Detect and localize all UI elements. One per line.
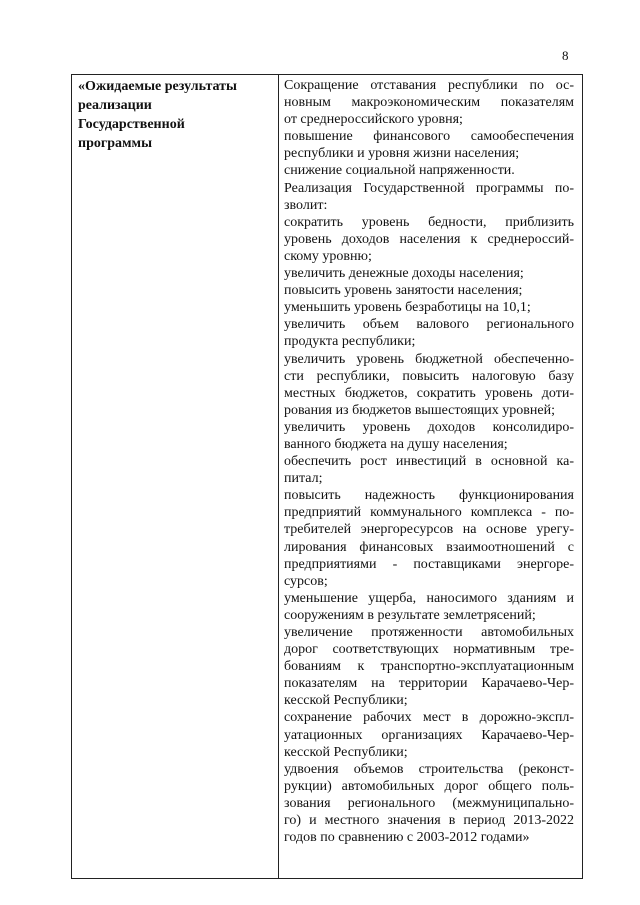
text-line: местных бюджетов, сократить уровень доти-: [284, 385, 574, 401]
text-line: питал;: [284, 471, 323, 487]
text-line: увеличить уровень бюджетной обеспеченно-: [284, 351, 574, 367]
text-line: республики и уровня жизни населения;: [284, 146, 520, 162]
text-line: сооружениям в результате землетрясений;: [284, 607, 536, 623]
heading-line: реализации: [78, 98, 152, 113]
expected-results-cell: [284, 77, 574, 846]
text-line: повысить надежность функционирования: [284, 488, 574, 504]
text-line: повышение финансового самообеспечения: [284, 129, 574, 145]
heading-line: «Ожидаемые результаты: [78, 79, 237, 94]
heading-line: Государственной: [78, 117, 185, 132]
text-line: обеспечить рост инвестиций в основной ка-: [284, 454, 574, 470]
text-line: требителей энергоресурсов на основе урегу-: [284, 522, 574, 538]
text-line: увеличить денежные доходы населения;: [284, 266, 524, 282]
text-line: бованиям к транспортно-эксплуатационным: [284, 659, 574, 675]
text-line: увеличить объем валового регионального: [284, 317, 574, 333]
text-line: уровень доходов населения к среднероссий-: [284, 231, 574, 247]
column-divider: [278, 75, 279, 878]
text-line: зования регионального (межмуниципально-: [284, 795, 574, 811]
text-line: го) и местного значения в период 2013-2022: [284, 813, 574, 829]
text-line: сохранение рабочих мест в дорожно-экспл-: [284, 710, 574, 726]
text-line: Реализация Государственной программы по-: [284, 180, 574, 196]
text-line: зволит:: [284, 197, 328, 213]
text-line: годов по сравнению с 2003-2012 годами»: [284, 830, 530, 846]
text-line: ванного бюджета на душу населения;: [284, 436, 508, 452]
text-line: Сокращение отставания республики по ос-: [284, 78, 574, 93]
text-line: сурсов;: [284, 573, 328, 589]
text-line: сократить уровень бедности, приблизить: [284, 214, 574, 230]
text-line: показателям на территории Карачаево-Чер-: [284, 676, 574, 692]
text-line: уатационных организациях Карачаево-Чер-: [284, 727, 574, 743]
text-line: предприятиями - поставщиками энергоре-: [284, 556, 574, 572]
text-line: скому уровню;: [284, 248, 372, 264]
text-line: кесской Республики;: [284, 693, 408, 709]
text-line: уменьшить уровень безработицы на 10,1;: [284, 300, 531, 316]
heading-line: программы: [78, 136, 152, 151]
text-line: уменьшение ущерба, наносимого зданиям и: [284, 590, 574, 606]
text-line: рования из бюджетов вышестоящих уровней;: [284, 402, 555, 418]
section-heading-cell: [78, 77, 272, 153]
results-table: [71, 74, 583, 879]
text-line: повысить уровень занятости населения;: [284, 283, 523, 299]
page-number: 8: [562, 48, 569, 63]
text-line: удвоения объемов строительства (реконст-: [284, 761, 574, 777]
text-line: увеличение протяженности автомобильных: [284, 625, 574, 640]
text-line: увеличить уровень доходов консолидиро-: [284, 419, 574, 435]
text-line: новным макроэкономическим показателям: [284, 95, 574, 111]
text-line: лирования финансовых взаимоотношений с: [284, 539, 574, 555]
text-line: сти республики, повысить налоговую базу: [284, 368, 574, 384]
text-line: дорог соответствующих нормативным тре-: [284, 642, 574, 658]
text-line: продукта республики;: [284, 334, 416, 350]
text-line: предприятий коммунального комплекса - по-: [284, 505, 574, 521]
text-line: кесской Республики;: [284, 744, 408, 760]
text-line: от среднероссийского уровня;: [284, 112, 463, 128]
text-line: снижение социальной напряженности.: [284, 163, 515, 179]
text-line: рукции) автомобильных дорог общего поль-: [284, 778, 574, 794]
